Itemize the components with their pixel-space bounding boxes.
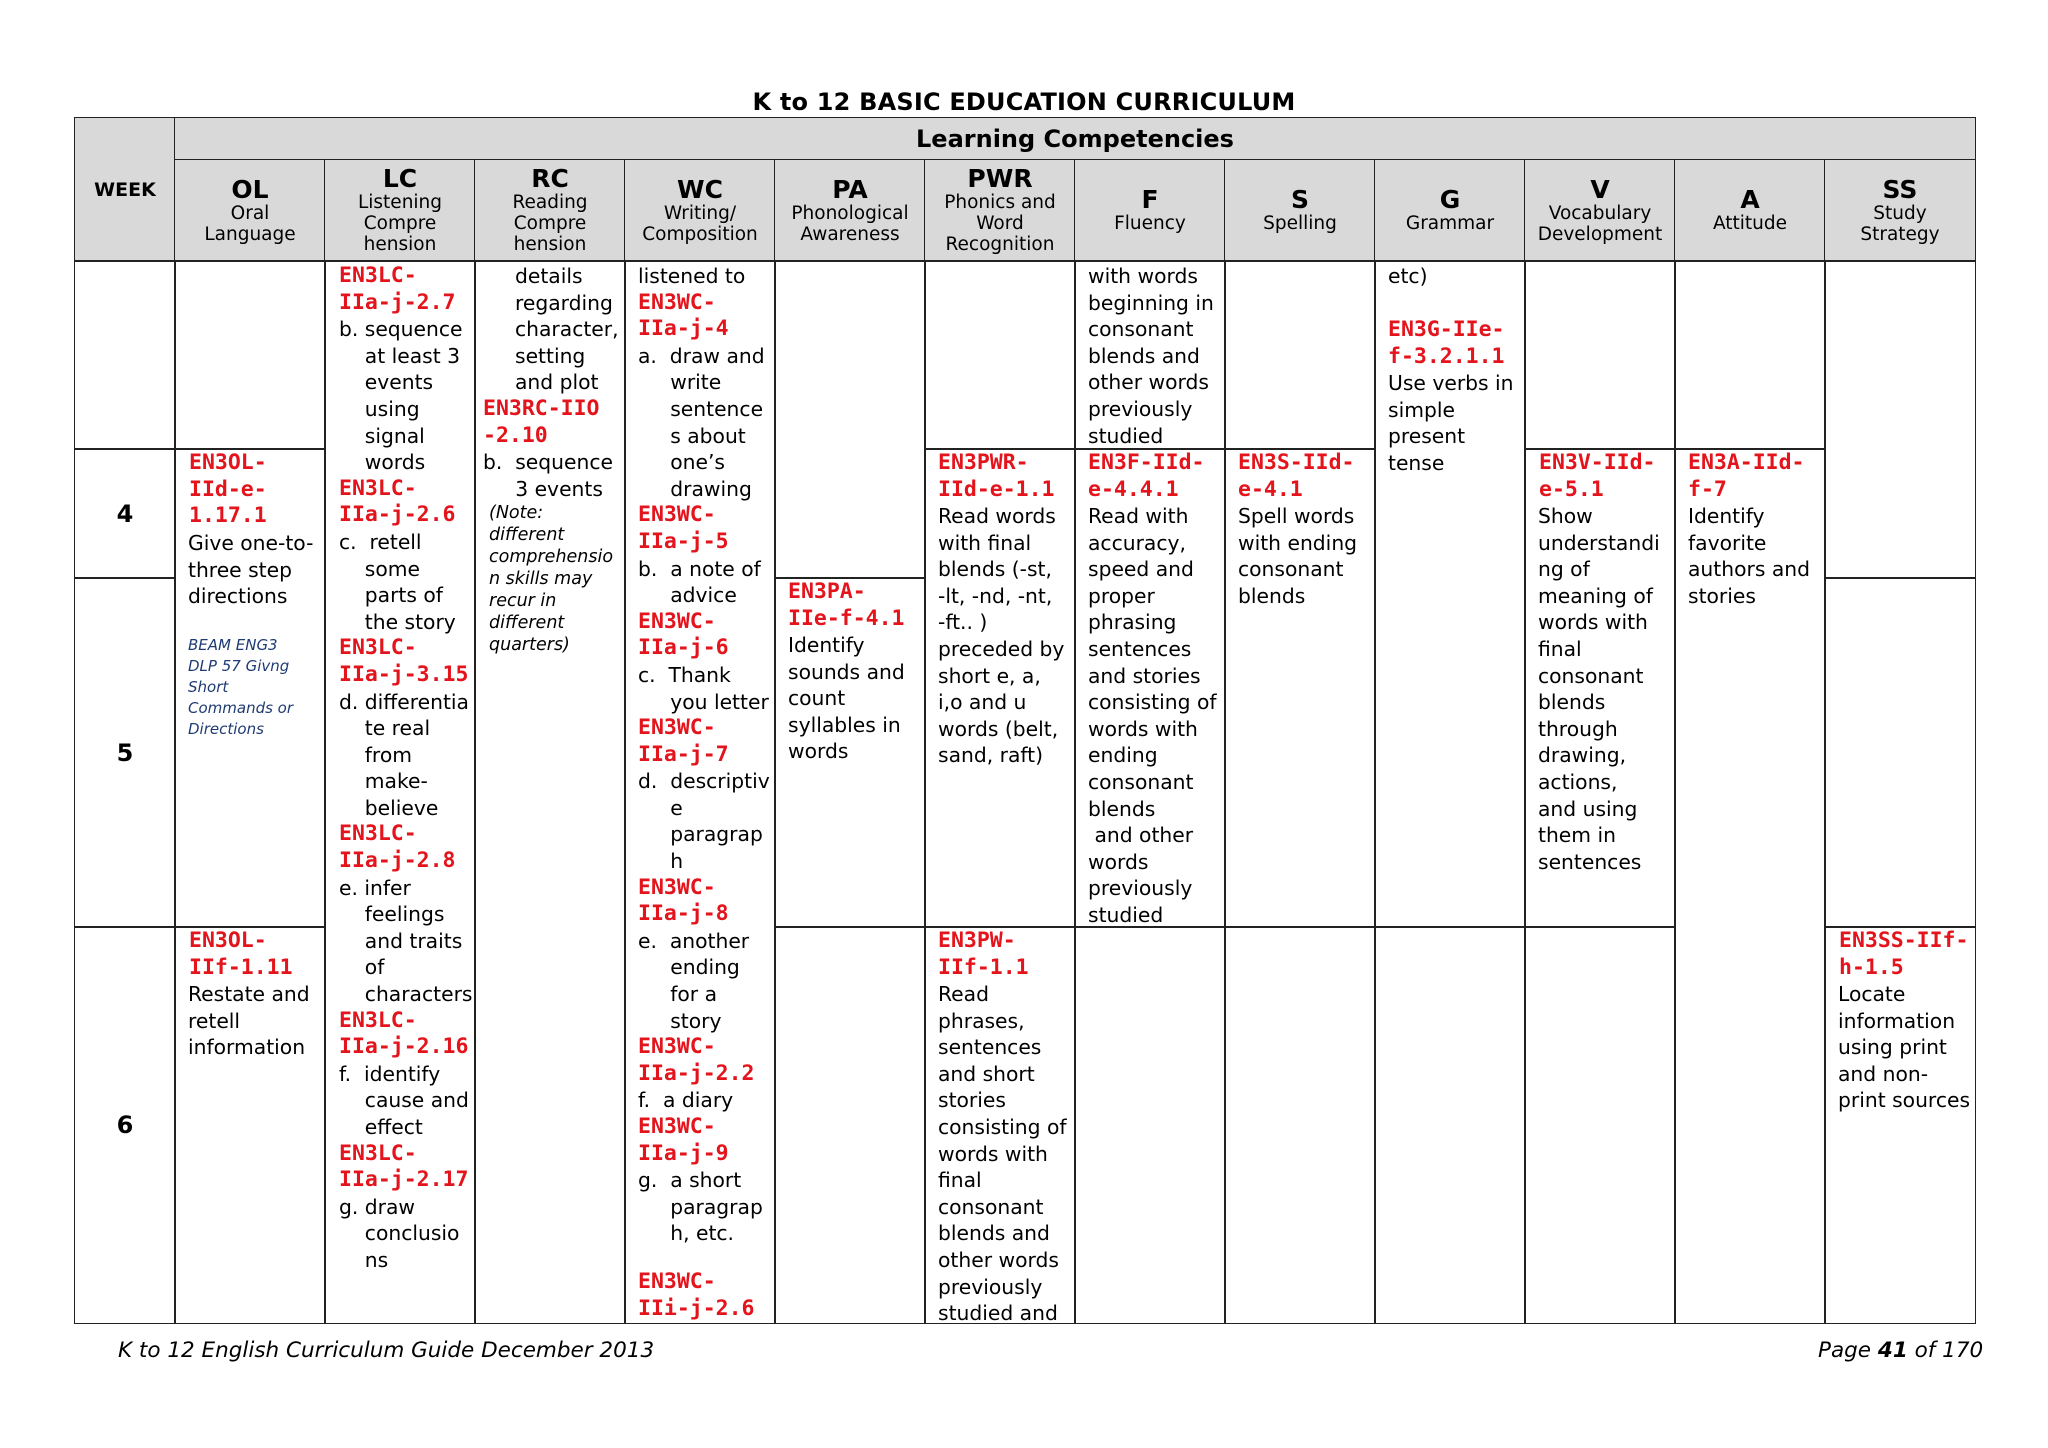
g-code: EN3G-IIe- f-3.2.1.1 (1388, 317, 1505, 369)
col-header-wc (624, 159, 776, 262)
col-name: Spelling (1263, 213, 1337, 235)
ol-week4-text: Give one-to- three step directions (188, 531, 314, 609)
col-name: Fluency (1114, 213, 1186, 235)
curriculum-table (74, 117, 1976, 1324)
week-cell-blank (74, 260, 176, 450)
col-code: F (1141, 185, 1159, 215)
g-top-text: etc) (1388, 264, 1428, 288)
wc-item: c. Thank you letter (638, 662, 769, 714)
footer-page-number (1818, 1338, 1983, 1363)
rc-text-1: details regarding character, setting and plot (515, 264, 619, 395)
lc-item: g. draw conclusio ns (339, 1194, 460, 1272)
wc-item: listened to (638, 264, 746, 288)
col-header-rc (474, 159, 626, 262)
col-name: Phonics and Word Recognition (944, 192, 1056, 255)
s-cell-week6 (1224, 926, 1376, 1324)
footer-page-prefix: Page (1818, 1338, 1878, 1363)
pwr-cell-blank (924, 260, 1076, 450)
col-code: G (1439, 185, 1461, 215)
wc-code: EN3WC- IIa-j-7 (638, 715, 729, 767)
rc-text-2: b. sequence 3 events (483, 450, 613, 501)
v-text: Show understandi ng of meaning of words with final consonant blends through drawing, actions, and using them in sentences (1538, 504, 1660, 874)
lc-item: e. infer feelings and traits of characters (339, 875, 473, 1007)
pa-cell-blank (774, 260, 926, 579)
learning-competencies-header: Learning Competencies (174, 117, 1976, 161)
wc-code: EN3WC- IIa-j-5 (638, 502, 729, 554)
footer-page-current: 41 (1877, 1338, 1908, 1363)
pa-code: EN3PA- IIe-f-4.1 (788, 579, 905, 631)
rc-note: (Note: different comprehensio n skills may recur in different quarters) (489, 503, 614, 655)
col-header-pwr (924, 159, 1076, 262)
ss-text: Locate information using print and non- print sources (1838, 982, 1971, 1113)
week-4-cell: 4 (74, 448, 176, 579)
col-header-g (1374, 159, 1526, 262)
col-code: LC (382, 164, 418, 194)
col-header-lc (324, 159, 476, 262)
lc-item: f. identify cause and effect (339, 1061, 469, 1139)
f-top-text: with words beginning in consonant blends and other words previously studied (1088, 264, 1214, 448)
v-code: EN3V-IId- e-5.1 (1539, 450, 1656, 502)
lc-code: EN3LC- IIa-j-2.6 (339, 475, 456, 528)
footer-guide-title: K to 12 English Curriculum Guide December 2013 (118, 1338, 655, 1363)
lc-item: c. retell some parts of the story (339, 529, 456, 634)
lc-code: EN3LC- IIa-j-2.16 (339, 1007, 469, 1060)
wc-last-code: EN3WC- IIi-j-2.6 (638, 1269, 755, 1321)
col-code: A (1740, 185, 1760, 215)
col-name: Listening Compre hension (357, 192, 443, 255)
pa-text: Identify sounds and count syllables in words (788, 633, 905, 764)
lc-competencies (339, 263, 472, 1274)
col-header-ss (1824, 159, 1976, 262)
col-code: PA (832, 174, 868, 204)
lc-code: EN3LC- IIa-j-2.7 (339, 263, 456, 315)
lc-item: d. differentia te real from make- believe (339, 689, 469, 820)
g-cell-week6 (1374, 926, 1526, 1324)
col-header-s (1224, 159, 1376, 262)
col-header-pa (774, 159, 926, 262)
pwr-week6-code: EN3PW- IIf-1.1 (938, 928, 1029, 980)
f-code: EN3F-IId- e-4.4.1 (1088, 450, 1205, 502)
wc-item: a. draw and write sentence s about one’s drawing (638, 343, 765, 501)
week-5-cell: 5 (74, 577, 176, 928)
lc-code: EN3LC- IIa-j-3.15 (339, 635, 469, 687)
footer-page-suffix: of 170 (1907, 1338, 1984, 1363)
wc-competencies (638, 263, 770, 1247)
ss-cell-week5 (1824, 577, 1976, 928)
lc-item: b. sequence at least 3 events using signal words (339, 317, 463, 475)
wc-code: EN3WC- IIa-j-4 (638, 289, 729, 342)
col-name: Grammar (1405, 213, 1495, 235)
col-name: Phonological Awareness (791, 202, 909, 245)
week-header: WEEK (74, 117, 176, 262)
col-code: OL (231, 174, 269, 204)
col-code: RC (531, 164, 569, 194)
col-code: S (1290, 185, 1309, 215)
lc-code: EN3LC- IIa-j-2.17 (339, 1140, 469, 1193)
a-text: Identify favorite authors and stories (1688, 504, 1811, 608)
wc-code: EN3WC- IIa-j-2.2 (638, 1034, 755, 1086)
wc-code: EN3WC- IIa-j-9 (638, 1114, 729, 1166)
lc-code: EN3LC- IIa-j-2.8 (339, 821, 456, 874)
col-name: Vocabulary Development (1537, 202, 1663, 245)
pwr-week6-text: Read phrases, sentences and short stories consisting of words with final consonant blends and other words previously studied and (938, 982, 1067, 1326)
ss-code: EN3SS-IIf- h-1.5 (1839, 928, 1969, 980)
pwr-week4-text: Read words with final blends (-st, -lt, -nd, -nt, -ft.. ) preceded by short e, a, i,o and u words (belt, sand, raft) (938, 504, 1065, 768)
col-code: WC (677, 174, 723, 204)
page-title: K to 12 BASIC EDUCATION CURRICULUM (752, 88, 1296, 116)
col-code: SS (1882, 174, 1918, 204)
s-code: EN3S-IId- e-4.1 (1238, 450, 1355, 502)
wc-code: EN3WC- IIa-j-6 (638, 608, 729, 661)
wc-item: d. descriptiv e paragrap h (638, 769, 770, 874)
col-header-ol (174, 159, 326, 262)
col-name: Oral Language (204, 202, 296, 245)
col-name: Reading Compre hension (512, 192, 588, 255)
col-header-f (1074, 159, 1226, 262)
col-name: Writing/ Composition (642, 202, 758, 245)
a-code: EN3A-IId- f-7 (1688, 450, 1805, 502)
wc-item: g. a short paragrap h, etc. (638, 1168, 763, 1246)
week-6-cell: 6 (74, 926, 176, 1324)
ol-week4-beam-note: BEAM ENG3 DLP 57 Givng Short Commands or Directions (188, 636, 294, 738)
pwr-week4-code: EN3PWR- IId-e-1.1 (938, 450, 1055, 502)
g-text: Use verbs in simple present tense (1388, 371, 1514, 475)
col-header-v (1524, 159, 1676, 262)
s-cell-blank (1224, 260, 1376, 450)
v-cell-week6 (1524, 926, 1676, 1324)
s-text: Spell words with ending consonant blends (1238, 504, 1358, 608)
col-header-a (1674, 159, 1826, 262)
ol-week4-code: EN3OL- IId-e- 1.17.1 (189, 450, 267, 529)
a-cell-blank (1674, 260, 1826, 450)
v-cell-blank (1524, 260, 1676, 450)
wc-code: EN3WC- IIa-j-8 (638, 874, 729, 927)
f-cell-week6 (1074, 926, 1226, 1324)
col-code: PWR (967, 164, 1033, 194)
f-text: Read with accuracy, speed and proper phrasing sentences and stories consisting of words with ending consonant blends and other words previously studied (1088, 504, 1217, 927)
ol-week6-code: EN3OL- IIf-1.11 (189, 928, 293, 980)
col-name: Study Strategy (1860, 202, 1940, 245)
wc-item: b. a note of advice (638, 556, 761, 608)
ol-week6-text: Restate and retell information (188, 982, 310, 1060)
pa-cell-week6 (774, 926, 926, 1324)
col-code: V (1590, 174, 1610, 204)
rc-code: EN3RC-IIO -2.10 (483, 396, 600, 448)
wc-item: e. another ending for a story (638, 928, 750, 1033)
wc-item: f. a diary (638, 1088, 734, 1113)
col-name: Attitude (1712, 213, 1788, 235)
ol-cell-blank (174, 260, 326, 450)
ss-cell-blank (1824, 260, 1976, 579)
